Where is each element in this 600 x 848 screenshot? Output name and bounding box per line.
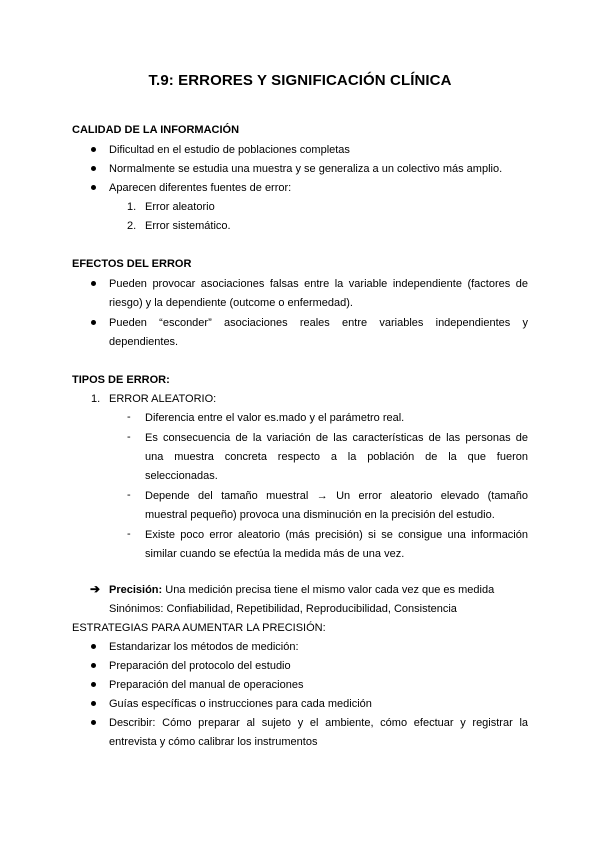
list-item-continuation: similar cuando se efectúa la medida más de una vez. <box>145 548 405 560</box>
list-number: 1. <box>127 201 137 213</box>
section-heading-calidad: CALIDAD DE LA INFORMACIÓN <box>72 124 240 136</box>
list-item: Diferencia entre el valor es.mado y el parámetro real. <box>145 412 405 424</box>
precision-synonyms: Sinónimos: Confiabilidad, Repetibilidad, Reproducibilidad, Consistencia <box>109 603 457 615</box>
list-item: Es consecuencia de la variación de las características de las personas de <box>145 432 528 444</box>
list-item: Error aleatorio <box>145 201 215 213</box>
list-item: Error sistemático. <box>145 220 231 232</box>
precision-text: Una medición precisa tiene el mismo valor cada vez que es medida <box>162 584 495 596</box>
precision-label: Precisión: <box>109 584 163 596</box>
bullet-icon <box>91 147 96 152</box>
list-item: Normalmente se estudia una muestra y se generaliza a un colectivo más amplio. <box>109 163 503 175</box>
section-heading-estrategias: ESTRATEGIAS PARA AUMENTAR LA PRECISIÓN: <box>72 622 326 634</box>
list-item-continuation: entrevista y cómo calibrar los instrumentos <box>109 736 318 748</box>
list-item: Guías específicas o instrucciones para cada medición <box>109 698 372 710</box>
list-item: Preparación del manual de operaciones <box>109 679 304 691</box>
dash-marker: - <box>127 489 131 501</box>
list-item-continuation: muestral pequeño) provoca una disminución en la precisión del estudio. <box>145 509 495 521</box>
dash-marker: - <box>127 431 131 443</box>
list-item-continuation: seleccionadas. <box>145 470 218 482</box>
list-item: Preparación del protocolo del estudio <box>109 660 291 672</box>
bullet-icon <box>91 663 96 668</box>
bullet-icon <box>91 701 96 706</box>
bullet-icon <box>91 644 96 649</box>
list-number: 2. <box>127 220 137 232</box>
precision-definition <box>109 583 494 597</box>
list-item: Estandarizar los métodos de medición: <box>109 641 299 653</box>
bullet-icon <box>91 720 96 725</box>
list-item: Existe poco error aleatorio (más precisión) si se consigue una información <box>145 529 528 541</box>
list-item-continuation: dependientes. <box>109 336 179 348</box>
list-item: Describir: Cómo preparar al sujeto y el ambiente, cómo efectuar y registrar la <box>109 717 528 729</box>
list-item: Depende del tamaño muestral → Un error aleatorio elevado (tamaño <box>145 490 528 502</box>
dash-marker: - <box>127 528 131 540</box>
list-item-continuation: riesgo) y la dependiente (outcome o enfermedad). <box>109 297 353 309</box>
list-item: ERROR ALEATORIO: <box>109 393 217 405</box>
section-heading-efectos: EFECTOS DEL ERROR <box>72 258 192 270</box>
section-heading-tipos: TIPOS DE ERROR: <box>72 374 170 386</box>
arrow-icon: ➔ <box>90 582 101 596</box>
bullet-icon <box>91 281 96 286</box>
list-number: 1. <box>91 393 101 405</box>
bullet-icon <box>91 185 96 190</box>
page-title: T.9: ERRORES Y SIGNIFICACIÓN CLÍNICA <box>148 72 452 89</box>
bullet-icon <box>91 320 96 325</box>
bullet-icon <box>91 166 96 171</box>
list-item: Aparecen diferentes fuentes de error: <box>109 182 292 194</box>
bullet-icon <box>91 682 96 687</box>
list-item: Pueden “esconder” asociaciones reales entre variables independientes y <box>109 317 528 329</box>
list-item-continuation: una muestra concreta respecto a la población de la que fueron <box>145 451 528 463</box>
dash-marker: - <box>127 411 131 423</box>
list-item: Pueden provocar asociaciones falsas entre la variable independiente (factores de <box>109 278 528 290</box>
list-item: Dificultad en el estudio de poblaciones completas <box>109 144 350 156</box>
